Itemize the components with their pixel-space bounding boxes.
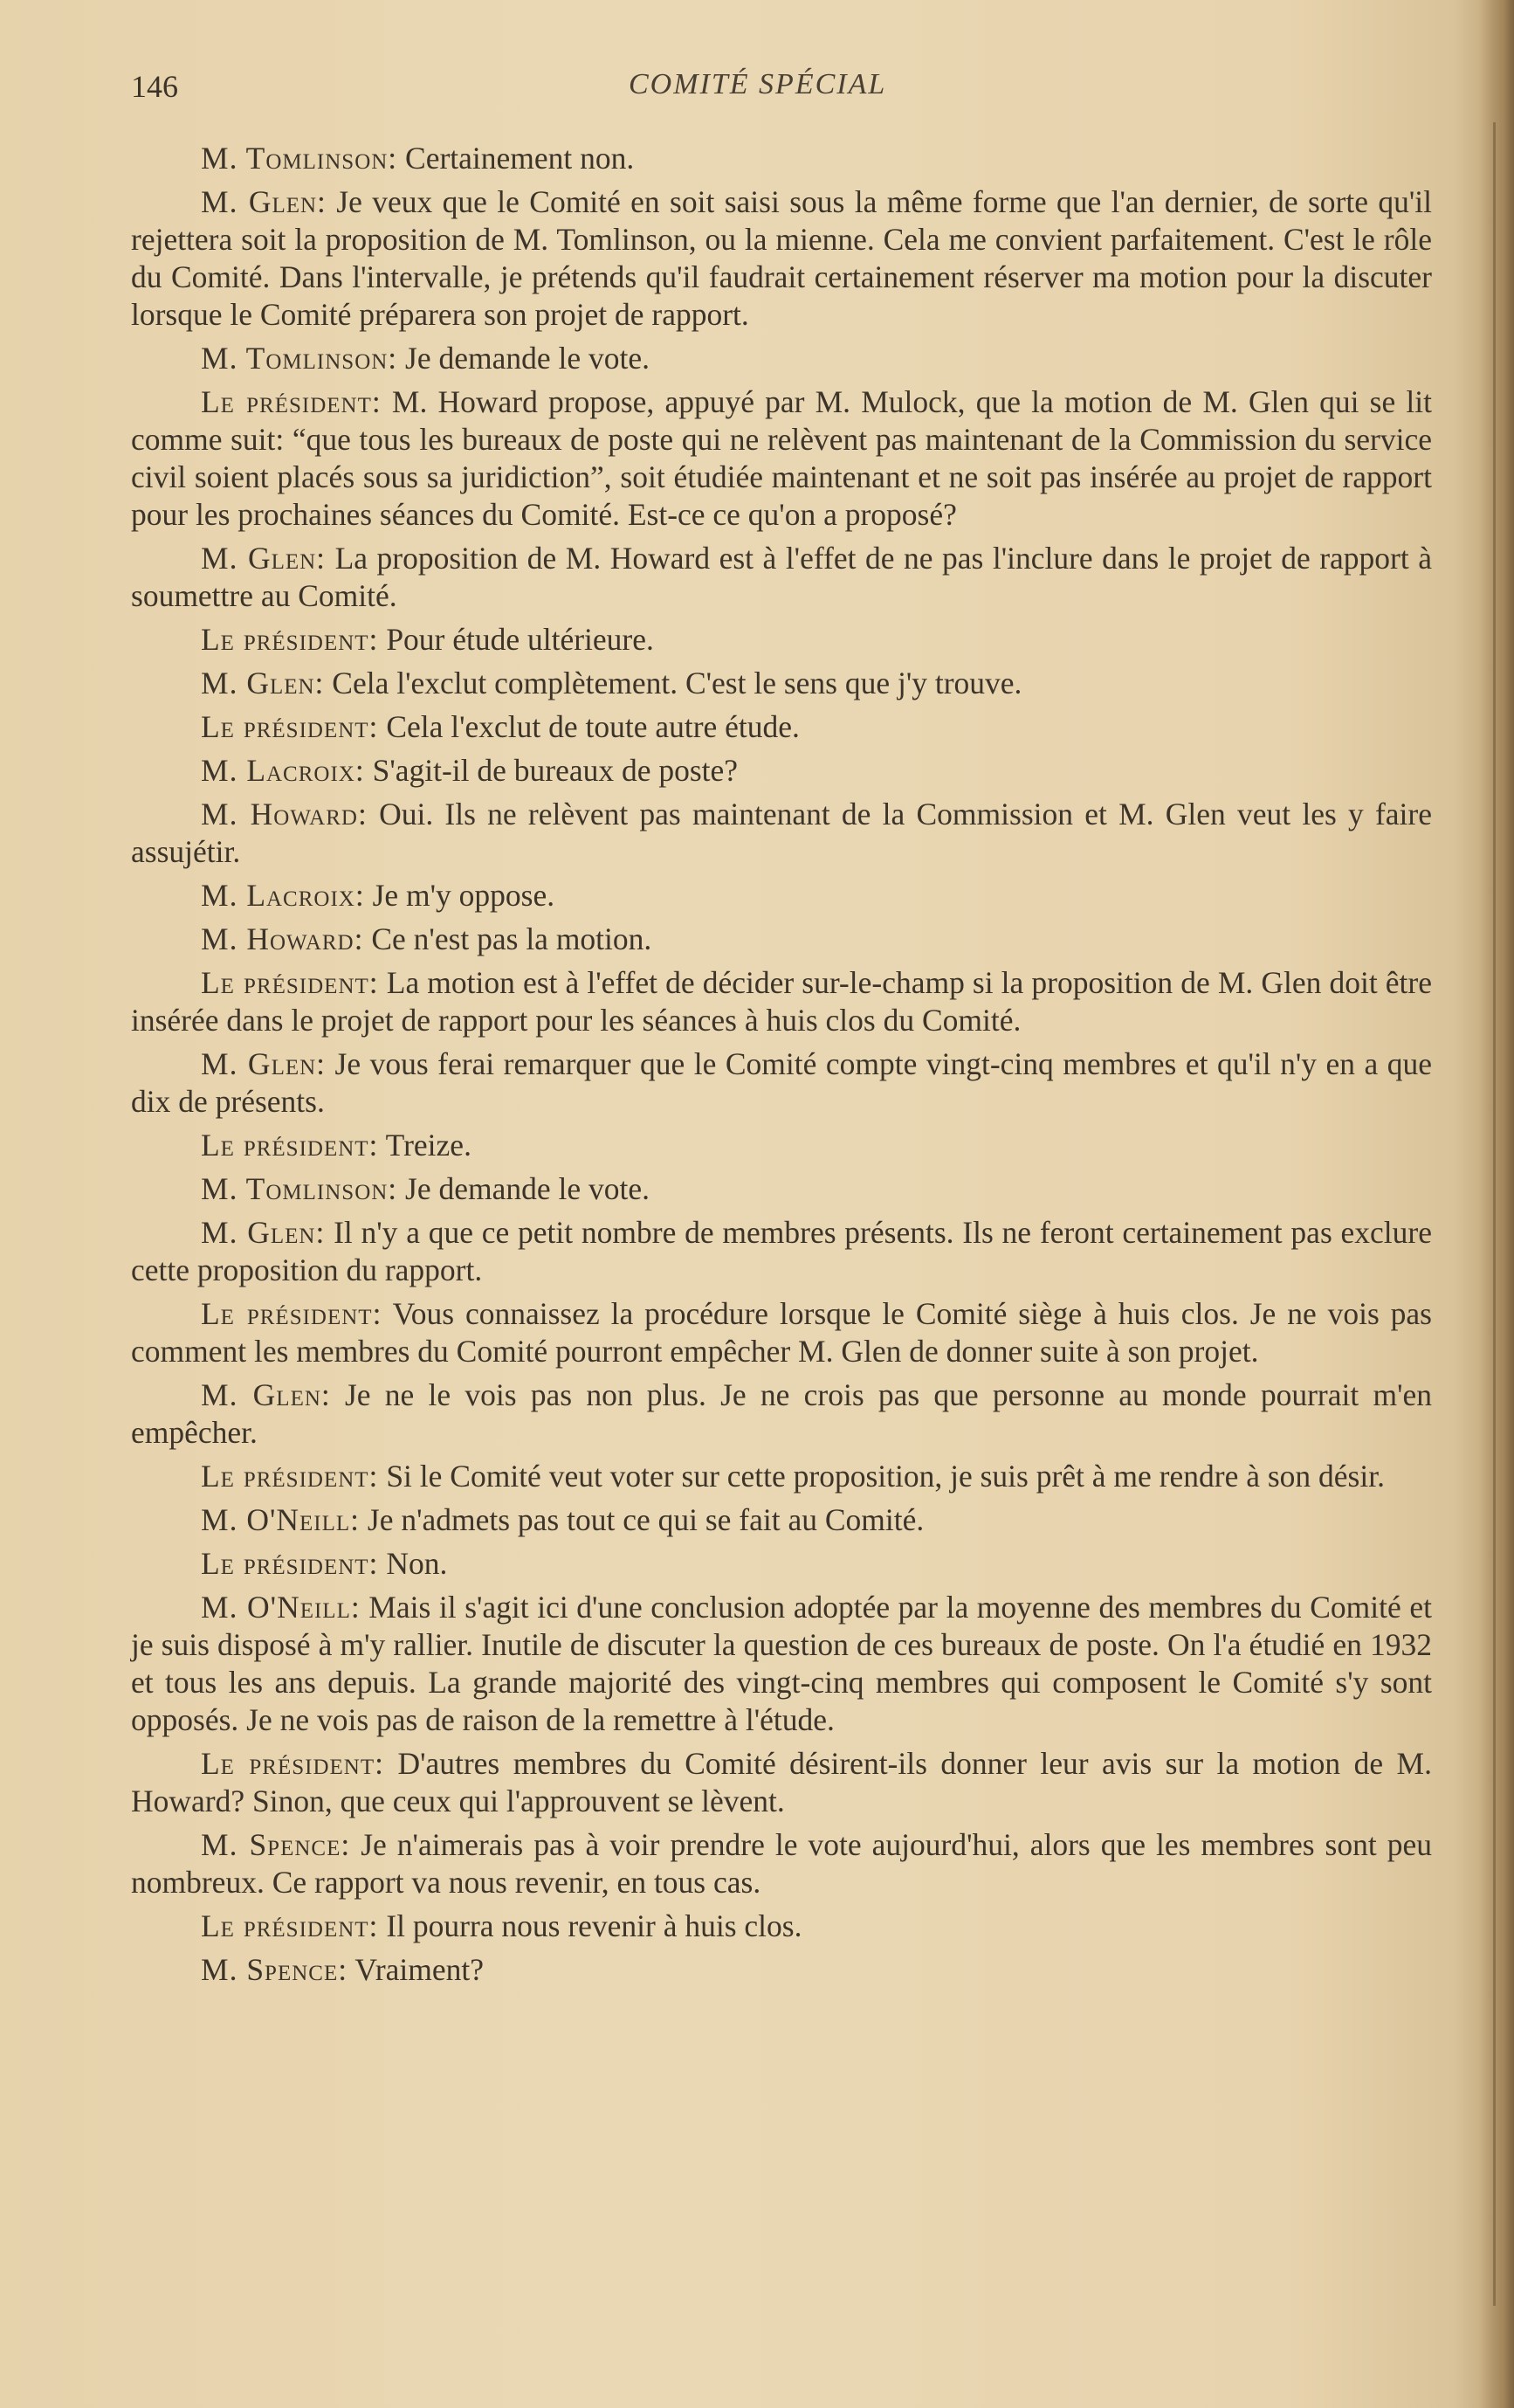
speech-text: Je ne le vois pas non plus. Je ne crois pas que personne au monde pourrait m'en empêcher.: [131, 1377, 1432, 1450]
speech-text: Pour étude ultérieure.: [378, 622, 654, 657]
paragraph: [131, 796, 1432, 871]
speech-text: La proposition de M. Howard est à l'effet de ne pas l'inclure dans le projet de rapport à soumettre au Comité.: [131, 541, 1432, 613]
speech-text: D'autres membres du Comité désirent-ils donner leur avis sur la motion de M. Howard? Sinon, que ceux qui l'approuvent se lèvent.: [131, 1746, 1432, 1818]
speaker-name: Le président:: [201, 1908, 379, 1943]
speech-text: Non.: [378, 1546, 448, 1581]
speaker-name: M. Glen:: [201, 541, 327, 576]
speaker-name: Le président:: [201, 1296, 382, 1331]
paragraph: [131, 877, 1432, 914]
paragraph: [131, 1745, 1432, 1820]
speaker-name: Le président:: [201, 622, 379, 657]
speech-text: Je m'y oppose.: [364, 878, 555, 913]
speech-text: Cela l'exclut de toute autre étude.: [378, 709, 800, 744]
paragraph: [131, 621, 1432, 659]
speech-text: Vraiment?: [348, 1952, 485, 1987]
margin-rule: [1493, 122, 1496, 2306]
speaker-name: M. Glen:: [201, 1215, 326, 1250]
speech-text: Mais il s'agit ici d'une conclusion adoptée par la moyenne des membres du Comité et je suis disposé à m'y rallier. Inutile de discuter la question de ces bureaux de poste. On l'a étudié en 1932 et tous les ans depuis. La grande majorité des vingt-cinq membres qui composent le Comité s'y sont opposés. Je ne vois pas de raison de la remettre à l'étude.: [131, 1590, 1432, 1737]
speech-text: M. Howard propose, appuyé par M. Mulock, que la motion de M. Glen qui se lit comme suit: “que tous les bureaux de poste qui ne relèvent pas maintenant de la Commission du service civil soient placés sous sa juridiction”, soit étudiée maintenant et ne soit pas insérée au projet de rapport pour les prochaines séances du Comité. Est-ce ce qu'on a proposé?: [131, 384, 1432, 532]
speaker-name: M. Howard:: [201, 921, 364, 956]
paragraph: [131, 1589, 1432, 1739]
speaker-name: Le président:: [201, 709, 379, 744]
speaker-name: M. Spence:: [201, 1952, 348, 1987]
speech-text: Vous connaissez la procédure lorsque le Comité siège à huis clos. Je ne vois pas comment les membres du Comité pourront empêcher M. Glen de donner suite à son projet.: [131, 1296, 1432, 1369]
paragraph: [131, 708, 1432, 746]
speech-text: Oui. Ils ne relèvent pas maintenant de la Commission et M. Glen veut les y faire assujétir.: [131, 797, 1432, 869]
page-header: [131, 68, 1441, 121]
speech-text: Je demande le vote.: [397, 341, 650, 376]
paragraph: [131, 383, 1432, 534]
paragraph: [131, 1127, 1432, 1164]
speaker-name: M. Lacroix:: [201, 878, 365, 913]
paragraph: [131, 1295, 1432, 1370]
speech-text: Si le Comité veut voter sur cette proposition, je suis prêt à me rendre à son désir.: [378, 1459, 1385, 1494]
paragraph: [131, 340, 1432, 377]
paragraph: [131, 140, 1432, 177]
speaker-name: M. Tomlinson:: [201, 341, 398, 376]
speaker-name: M. Tomlinson:: [201, 1171, 398, 1206]
paragraph: [131, 1951, 1432, 1989]
speech-text: La motion est à l'effet de décider sur-le-champ si la proposition de M. Glen doit être insérée dans le projet de rapport pour les séances à huis clos du Comité.: [131, 965, 1432, 1038]
paragraph: [131, 1501, 1432, 1539]
speech-text: S'agit-il de bureaux de poste?: [364, 753, 739, 788]
speech-text: Il pourra nous revenir à huis clos.: [378, 1908, 802, 1943]
paragraph: [131, 183, 1432, 334]
running-head: COMITÉ SPÉCIAL: [629, 68, 887, 100]
speaker-name: M. Spence:: [201, 1827, 351, 1862]
paragraph: [131, 665, 1432, 702]
paragraph: [131, 1458, 1432, 1495]
paragraph: [131, 1545, 1432, 1583]
speech-text: Treize.: [378, 1128, 471, 1163]
speaker-name: Le président:: [201, 1459, 379, 1494]
page-number: 146: [131, 69, 178, 104]
speech-text: Certainement non.: [397, 141, 635, 176]
speaker-name: M. Tomlinson:: [201, 141, 398, 176]
speaker-name: M. O'Neill:: [201, 1590, 361, 1625]
speech-text: Cela l'exclut complètement. C'est le sens que j'y trouve.: [324, 666, 1022, 700]
paragraph: [131, 1376, 1432, 1452]
paragraph: [131, 540, 1432, 615]
paragraph: [131, 921, 1432, 958]
speaker-name: Le président:: [201, 1546, 379, 1581]
speaker-name: M. Howard:: [201, 797, 368, 831]
speech-text: Ce n'est pas la motion.: [363, 921, 652, 956]
speech-text: Je veux que le Comité en soit saisi sous la même forme que l'an dernier, de sorte qu'il rejettera soit la proposition de M. Tomlinson, ou la mienne. Cela me convient parfaitement. C'est le rôle du Comité. Dans l'intervalle, je prétends qu'il faudrait certainement réserver ma motion pour la discuter lorsque le Comité préparera son projet de rapport.: [131, 184, 1432, 332]
speaker-name: M. Glen:: [201, 1377, 331, 1412]
speech-text: Je vous ferai remarquer que le Comité compte vingt-cinq membres et qu'il n'y en a que dix de présents.: [131, 1046, 1432, 1119]
paragraph: [131, 964, 1432, 1039]
speech-text: Il n'y a que ce petit nombre de membres présents. Ils ne feront certainement pas exclure cette proposition du rapport.: [131, 1215, 1432, 1287]
speech-text: Je demande le vote.: [397, 1171, 650, 1206]
paragraph: [131, 1826, 1432, 1901]
speech-text: Je n'admets pas tout ce qui se fait au Comité.: [360, 1502, 925, 1537]
speaker-name: M. Glen:: [201, 1046, 327, 1081]
speaker-name: M. Glen:: [201, 184, 327, 219]
transcript-body: [131, 140, 1432, 1995]
speaker-name: Le président:: [201, 1128, 379, 1163]
paragraph: [131, 752, 1432, 790]
speaker-name: M. Glen:: [201, 666, 325, 700]
speaker-name: Le président:: [201, 965, 379, 1000]
paragraph: [131, 1045, 1432, 1121]
paragraph: [131, 1908, 1432, 1945]
paragraph: [131, 1170, 1432, 1208]
paragraph: [131, 1214, 1432, 1289]
binding-shadow: [1479, 0, 1514, 2408]
speaker-name: Le président:: [201, 1746, 384, 1781]
speaker-name: Le président:: [201, 384, 382, 419]
speaker-name: M. Lacroix:: [201, 753, 365, 788]
speech-text: Je n'aimerais pas à voir prendre le vote aujourd'hui, alors que les membres sont peu nombreux. Ce rapport va nous revenir, en tous cas.: [131, 1827, 1432, 1900]
speaker-name: M. O'Neill:: [201, 1502, 360, 1537]
